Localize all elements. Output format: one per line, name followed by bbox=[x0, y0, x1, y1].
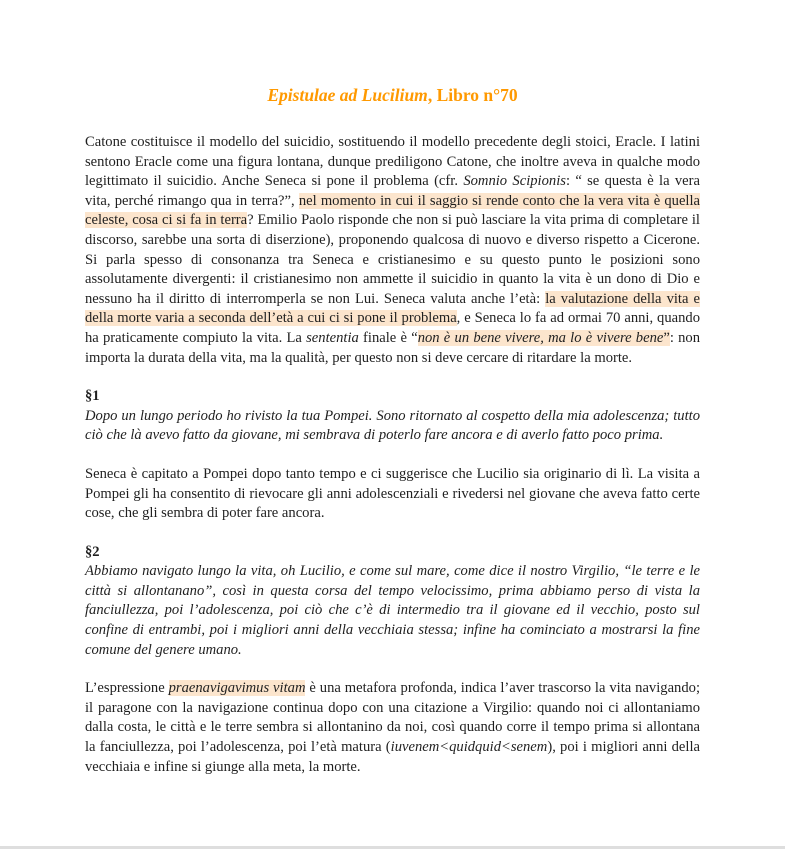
paragraph bbox=[85, 679, 700, 777]
highlighted-text: praenavigavimus vitam bbox=[168, 680, 306, 697]
highlighted-text: ” bbox=[663, 329, 670, 346]
text-segment: Seneca è capitato a Pompei dopo tanto tempo e ci suggerisce che Lucilio sia originario di lì. La visita a Pompei gli ha consentito di rievocare gli anni adolescenziali e rivedersi nel giovane che aveva fatto certe cose, che gli sembra di poter fare ancora. bbox=[85, 465, 700, 522]
highlighted-text: non è un bene vivere, ma lo è vivere bene bbox=[417, 329, 664, 346]
quote-paragraph bbox=[85, 407, 700, 446]
text-segment: ), poi i migliori anni della vecchiaia e infine si giunge alla meta, la morte. bbox=[85, 739, 700, 775]
text-segment: finale è “ bbox=[358, 329, 418, 346]
text-segment: §1 bbox=[85, 388, 100, 405]
highlighted-text: la valutazione della vita e della morte varia a seconda dell’età a cui ci si pone il problema bbox=[85, 290, 700, 327]
text-segment: iuvenem<quidquid<senem bbox=[390, 739, 548, 756]
text-segment: : non importa la durata della vita, ma la qualità, per questo non si deve cercare di ritardare la morte. bbox=[85, 329, 701, 366]
title-text-italic: Epistulae ad Lucilium bbox=[267, 85, 428, 105]
quote-paragraph bbox=[85, 562, 700, 660]
paragraph bbox=[85, 133, 700, 368]
title-text-regular: , Libro n°70 bbox=[427, 85, 518, 105]
text-segment: sententia bbox=[306, 329, 359, 346]
text-segment: è una metafora profonda, indica l’aver trascorso la vita navigando; il paragone con la navigazione continua dopo con una citazione a Virgilio: quando noi ci allontaniamo dalla costa, le città e le terre sembra si allontanino da noi, così quando corre il tempo prima si allontana la fanciullezza, poi l’adolescenza, poi l’età matura ( bbox=[85, 680, 700, 756]
section-heading bbox=[85, 387, 700, 407]
text-segment: ? Emilio Paolo risponde che non si può lasciare la vita prima di completare il discorso, sarebbe una sorta di diserzione), proponendo qualcosa di nuovo e diverso rispetto a Cicerone. Si parla spesso di consonanza tra Seneca e cristianesimo e su questo punto le posizioni sono assolutamente divergenti: il cristianesimo non ammette il suicidio in quanto la vita è un dono di Dio e nessuno ha il diritto di interromperla se non Lui. Seneca valuta anche l’età: bbox=[85, 212, 700, 307]
section-heading bbox=[85, 543, 700, 563]
document-title bbox=[85, 85, 700, 106]
paragraph bbox=[85, 465, 700, 524]
highlighted-text: nel momento in cui il saggio si rende conto che la vera vita è quella celeste, cosa ci si fa in terra bbox=[85, 192, 701, 229]
text-segment: L’espressione bbox=[85, 680, 169, 697]
text-segment: Dopo un lungo periodo ho rivisto la tua Pompei. Sono ritornato al cospetto della mia adolescenza; tutto ciò che là avevo fatto da giovane, mi sembrava di poterlo fare ancora e di averlo fatto poco prima. bbox=[85, 407, 700, 444]
text-segment: : “ se questa è la vera vita, perché rimango qua in terra?”, bbox=[85, 173, 700, 209]
text-segment: Abbiamo navigato lungo la vita, oh Lucilio, e come sul mare, come dice il nostro Virgilio, “le terre e le città si allontanano”, così in questa corsa del tempo velocissimo, prima abbiamo perso di vista la fanciullezza, poi l’adolescenza, poi ciò che c’è di intermedio tra il giovane ed il vecchio, posto sul confine di entrambi, poi i migliori anni della vecchiaia stessa; infine ha cominciato a mostrarsi la fine comune del genere umano. bbox=[85, 563, 700, 658]
document-body bbox=[85, 133, 700, 777]
text-segment: Somnio Scipionis bbox=[463, 173, 566, 190]
text-segment: , e Seneca lo fa ad ormai 70 anni, quando ha praticamente compiuto la vita. La bbox=[85, 310, 700, 346]
text-segment: Catone costituisce il modello del suicidio, sostituendo il modello precedente degli stoici, Eracle. I latini sentono Eracle come una figura lontana, dunque prediligono Catone, che inoltre aveva in qualche modo legittimato il suicidio. Anche Seneca si pone il problema (cfr. bbox=[85, 134, 700, 190]
text-segment: §2 bbox=[85, 543, 100, 560]
